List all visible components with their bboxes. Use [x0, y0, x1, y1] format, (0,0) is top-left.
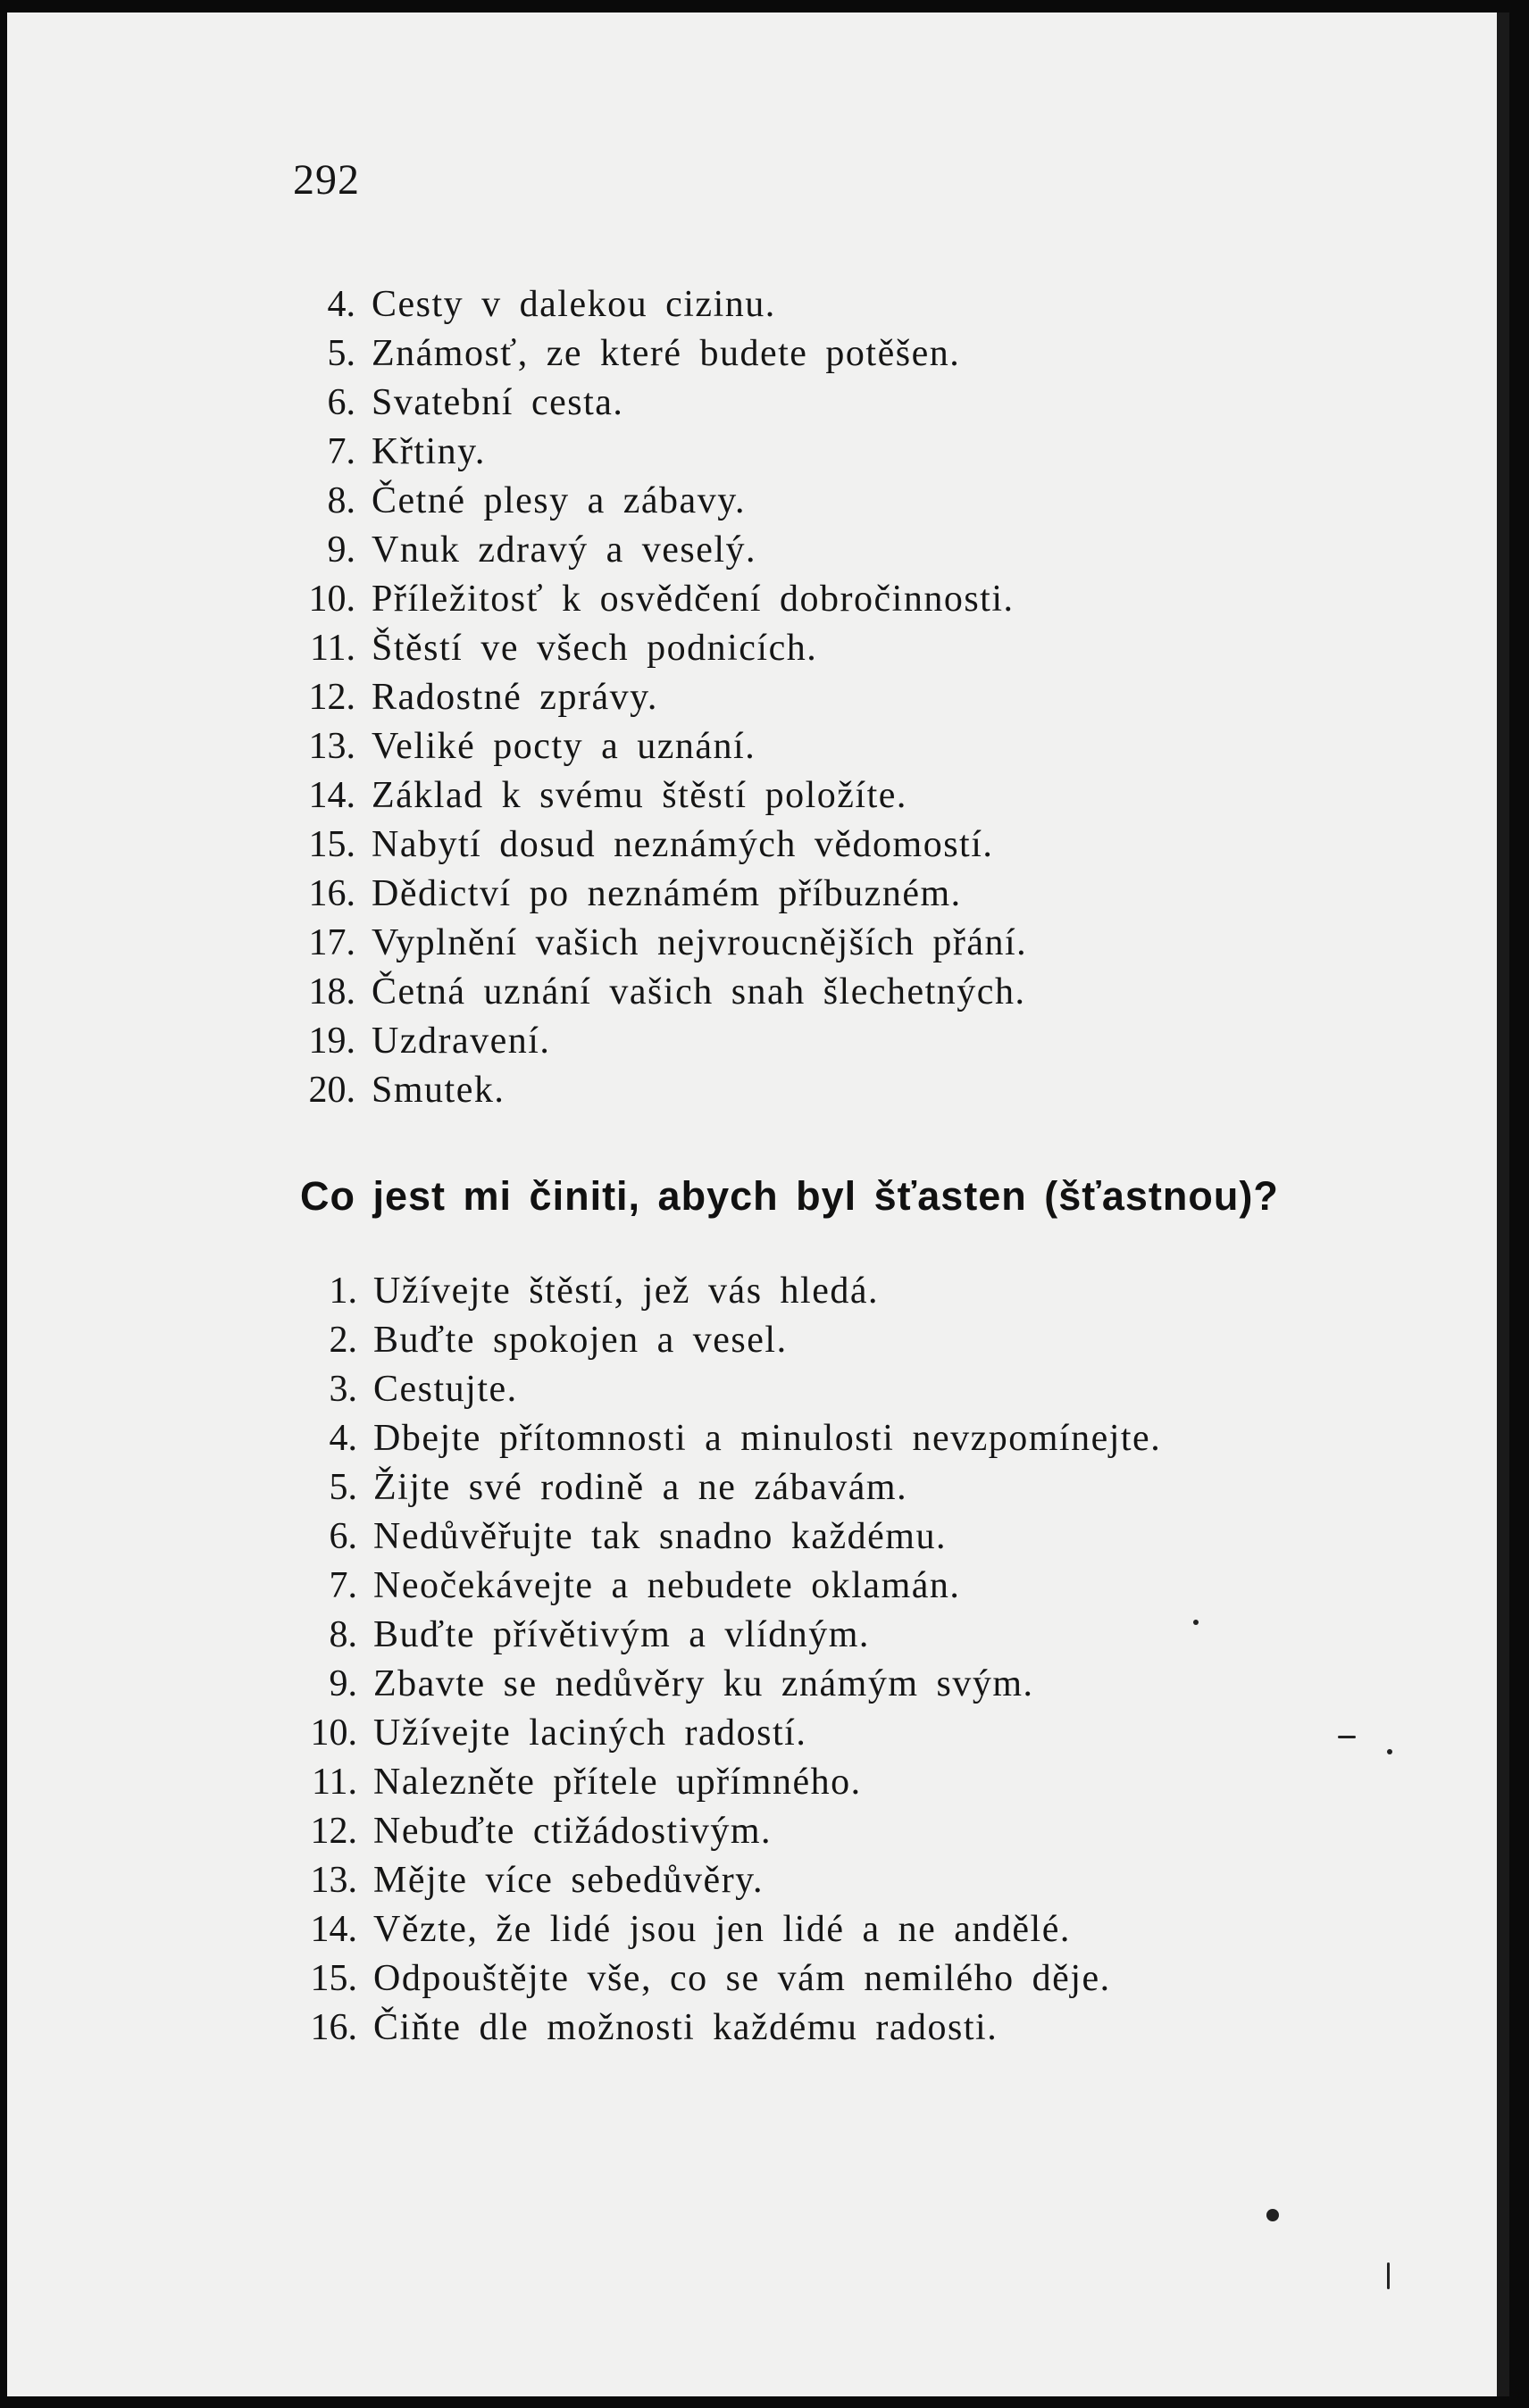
item-text: Základ k svému štěstí položíte. — [372, 775, 907, 816]
list-item — [284, 673, 1027, 722]
item-number: 6. — [329, 1516, 357, 1557]
item-number: 12. — [310, 1811, 357, 1852]
item-text: Veliké pocty a uznání. — [372, 726, 756, 767]
list-item — [284, 280, 1027, 329]
list-item — [284, 1066, 1027, 1115]
item-number: 5. — [327, 333, 355, 374]
list-item — [284, 1017, 1027, 1066]
page-number: 292 — [293, 156, 360, 204]
item-text: Četná uznání vašich snah šlechetných. — [372, 971, 1026, 1012]
ink-speck — [1387, 1749, 1392, 1754]
item-number: 8. — [329, 1614, 357, 1655]
item-text: Neočekávejte a nebudete oklamán. — [373, 1565, 961, 1606]
list-item — [286, 1856, 1161, 1905]
list-item — [286, 1807, 1161, 1856]
ink-speck — [1193, 1620, 1199, 1625]
item-number: 7. — [327, 431, 355, 472]
item-text: Uzdravení. — [372, 1021, 551, 1062]
item-text: Užívejte laciných radostí. — [373, 1712, 807, 1754]
list-item — [286, 1512, 1161, 1562]
item-text: Buďte spokojen a vesel. — [373, 1320, 788, 1361]
item-text: Nabytí dosud neznámých vědomostí. — [372, 824, 994, 865]
item-text: Odpouštějte vše, co se vám nemilého děje. — [373, 1958, 1111, 1999]
item-text: Svatební cesta. — [372, 382, 624, 423]
item-text: Vnuk zdravý a veselý. — [372, 529, 757, 571]
item-text: Cesty v dalekou cizinu. — [372, 284, 776, 325]
item-number: 20. — [308, 1070, 355, 1111]
list-item — [286, 1611, 1161, 1660]
item-text: Příležitosť k osvědčení dobročinnosti. — [372, 579, 1015, 620]
item-text: Štěstí ve všech podnicích. — [372, 628, 818, 669]
item-text: Užívejte štěstí, jež vás hledá. — [373, 1271, 879, 1312]
list-item — [284, 722, 1027, 771]
item-text: Četné plesy a zábavy. — [372, 480, 746, 521]
item-number: 5. — [329, 1467, 357, 1508]
list-item — [284, 821, 1027, 870]
ink-speck — [1338, 1736, 1356, 1738]
list-item — [286, 1562, 1161, 1611]
item-text: Smutek. — [372, 1070, 505, 1111]
book-page — [7, 12, 1509, 2396]
list-item — [284, 428, 1027, 477]
list-item — [286, 1365, 1161, 1414]
item-number: 4. — [329, 1418, 357, 1459]
item-number: 6. — [327, 382, 355, 423]
item-number: 15. — [310, 1958, 357, 1999]
item-number: 10. — [310, 1712, 357, 1754]
advice-list — [286, 1267, 1161, 2053]
list-item — [284, 919, 1027, 968]
item-text: Vyplnění vašich nejvroucnějších přání. — [372, 922, 1028, 963]
item-number: 10. — [308, 579, 355, 620]
item-number: 16. — [310, 2007, 357, 2048]
list-item — [286, 1414, 1161, 1463]
item-number: 14. — [308, 775, 355, 816]
list-item — [284, 379, 1027, 428]
item-text: Cestujte. — [373, 1369, 518, 1410]
list-item — [286, 1267, 1161, 1316]
item-text: Nedůvěřujte tak snadno každému. — [373, 1516, 947, 1557]
item-text: Vězte, že lidé jsou jen lidé a ne andělé. — [373, 1909, 1071, 1950]
item-text: Mějte více sebedůvěry. — [373, 1860, 764, 1901]
list-item — [286, 1905, 1161, 1954]
item-text: Zbavte se nedůvěry ku známým svým. — [373, 1663, 1034, 1704]
item-text: Dědictví po neznámém příbuzném. — [372, 873, 962, 914]
item-text: Čiňte dle možnosti každému radosti. — [373, 2007, 998, 2048]
item-number: 4. — [327, 284, 355, 325]
list-item — [284, 329, 1027, 379]
list-item — [286, 1954, 1161, 2004]
ink-speck — [1266, 2209, 1279, 2221]
item-number: 19. — [308, 1021, 355, 1062]
item-text: Dbejte přítomnosti a minulosti nevzpomínejte. — [373, 1418, 1162, 1459]
list-item — [284, 477, 1027, 526]
item-number: 3. — [329, 1369, 357, 1410]
list-item — [284, 968, 1027, 1017]
item-number: 13. — [310, 1860, 357, 1901]
item-number: 14. — [310, 1909, 357, 1950]
item-number: 13. — [308, 726, 355, 767]
ink-speck — [1387, 2262, 1390, 2289]
item-number: 8. — [327, 480, 355, 521]
list-item — [284, 870, 1027, 919]
item-text: Žijte své rodině a ne zábavám. — [373, 1467, 908, 1508]
section-heading: Co jest mi činiti, abych byl šťasten (šťastnou)? — [300, 1173, 1279, 1219]
item-number: 11. — [312, 1762, 357, 1803]
list-item — [286, 1463, 1161, 1512]
list-item — [284, 526, 1027, 575]
list-item — [284, 624, 1027, 673]
item-text: Nebuďte ctižádostivým. — [373, 1811, 773, 1852]
item-number: 17. — [308, 922, 355, 963]
list-item — [286, 1316, 1161, 1365]
item-text: Nalezněte přítele upřímného. — [373, 1762, 862, 1803]
item-number: 18. — [308, 971, 355, 1012]
list-item — [286, 2004, 1161, 2053]
list-item — [284, 575, 1027, 624]
item-number: 2. — [329, 1320, 357, 1361]
item-number: 16. — [308, 873, 355, 914]
item-text: Radostné zprávy. — [372, 677, 658, 718]
item-number: 7. — [329, 1565, 357, 1606]
item-number: 1. — [329, 1271, 357, 1312]
item-number: 15. — [308, 824, 355, 865]
list-item — [286, 1709, 1161, 1758]
item-text: Buďte přívětivým a vlídným. — [373, 1614, 870, 1655]
item-number: 9. — [329, 1663, 357, 1704]
list-item — [286, 1660, 1161, 1709]
list-item — [284, 771, 1027, 821]
item-text: Křtiny. — [372, 431, 486, 472]
fortune-list — [284, 280, 1027, 1115]
item-number: 11. — [310, 628, 355, 669]
item-number: 12. — [308, 677, 355, 718]
item-number: 9. — [327, 529, 355, 571]
list-item — [286, 1758, 1161, 1807]
item-text: Známosť, ze které budete potěšen. — [372, 333, 961, 374]
